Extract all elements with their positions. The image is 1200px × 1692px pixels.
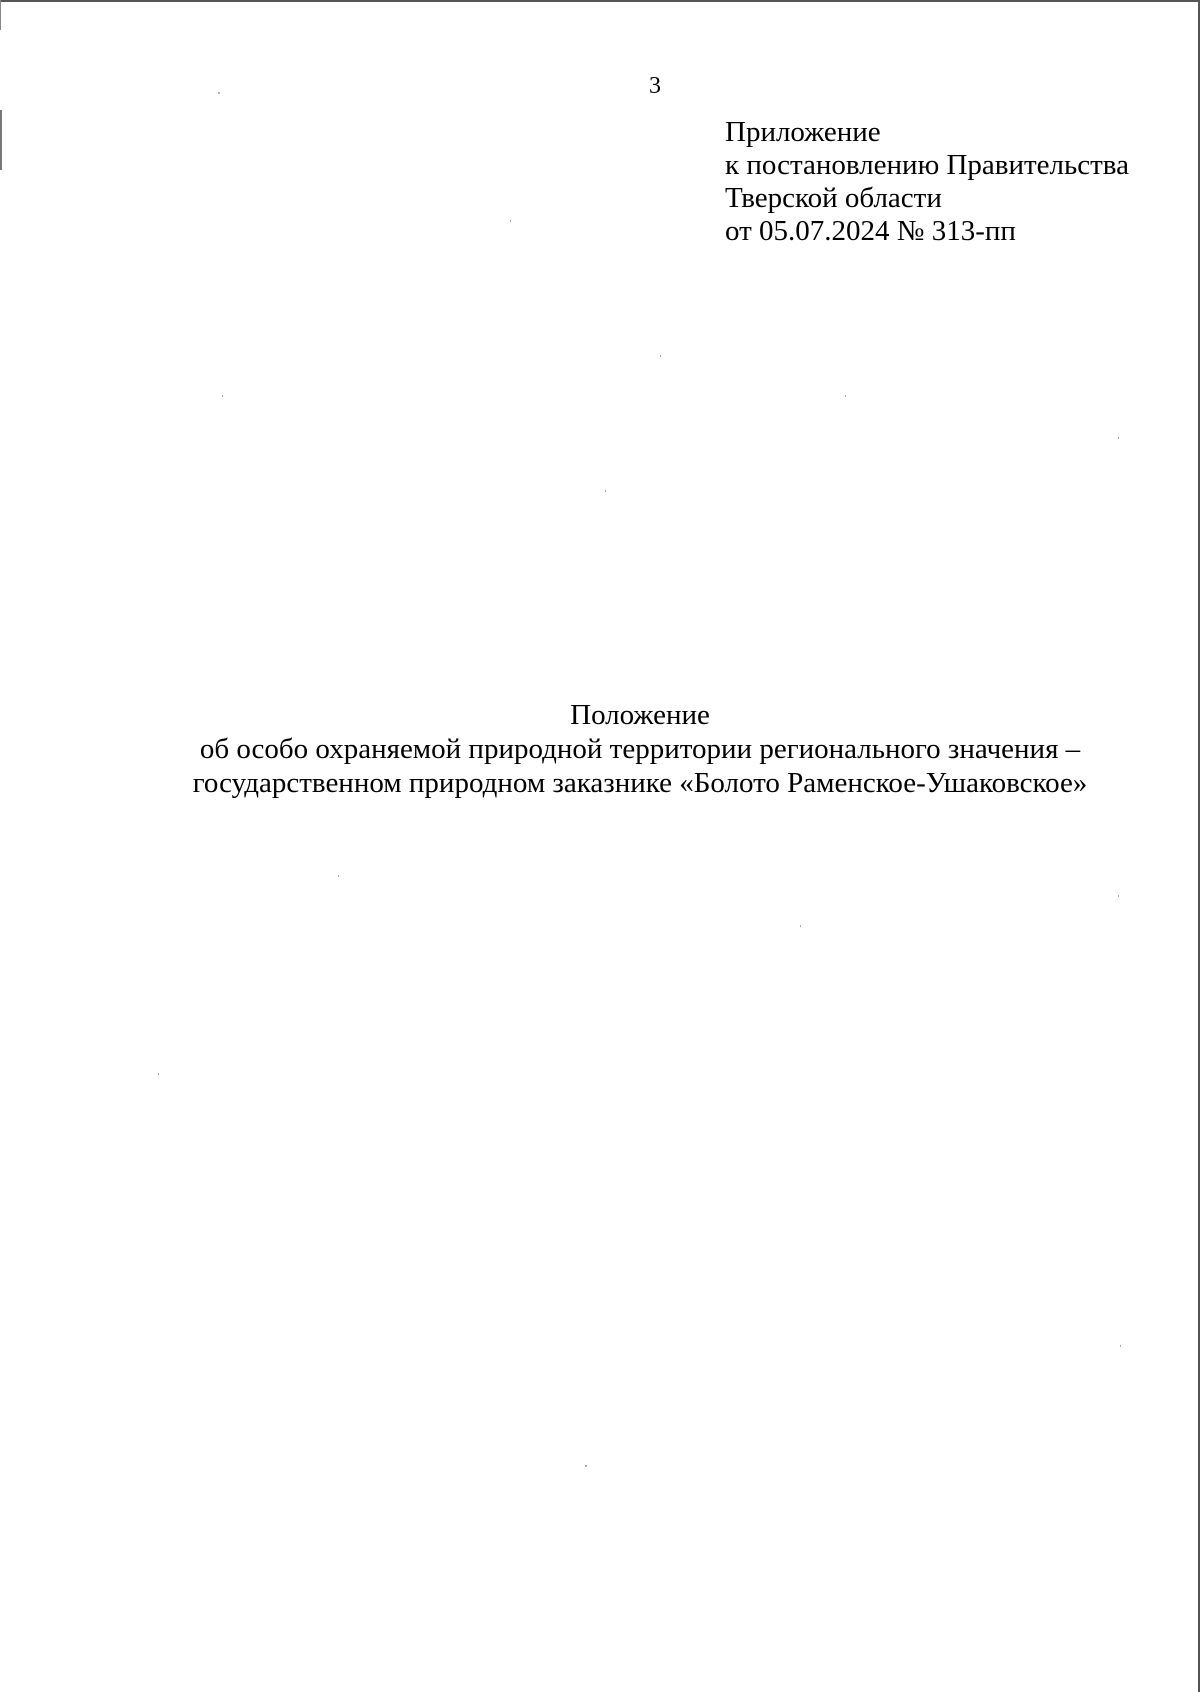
appendix-line-4: от 05.07.2024 № 313-пп <box>725 215 1016 247</box>
scan-speck <box>605 490 606 492</box>
scan-speck <box>338 875 339 877</box>
scan-speck <box>222 395 223 397</box>
scan-speck <box>845 395 846 397</box>
document-title <box>150 698 1130 800</box>
scan-speck <box>510 220 511 222</box>
appendix-line-3: Тверской области <box>725 182 942 214</box>
page-number: 3 <box>649 73 661 99</box>
scan-speck <box>585 1465 587 1467</box>
scan-speck <box>1120 1345 1121 1347</box>
title-line-1: Положение <box>570 699 710 731</box>
title-line-2: об особо охраняемой природной территории регионального значения – <box>199 733 1081 765</box>
scan-speck <box>1118 437 1119 439</box>
scan-speck <box>218 92 220 94</box>
scan-speck <box>800 925 801 927</box>
scan-speck <box>660 355 661 357</box>
scan-speck <box>158 1073 159 1075</box>
appendix-line-2: к постановлению Правительства <box>725 149 1129 181</box>
scan-speck <box>1118 895 1119 897</box>
scan-edge-left-corner <box>0 0 1 30</box>
scan-edge-left-mark <box>0 110 2 170</box>
title-line-3: государственном природном заказнике «Болото Раменское-Ушаковское» <box>192 767 1088 799</box>
appendix-line-1: Приложение <box>725 116 881 148</box>
appendix-block <box>725 116 1165 248</box>
scan-edge-top <box>0 0 1200 2</box>
